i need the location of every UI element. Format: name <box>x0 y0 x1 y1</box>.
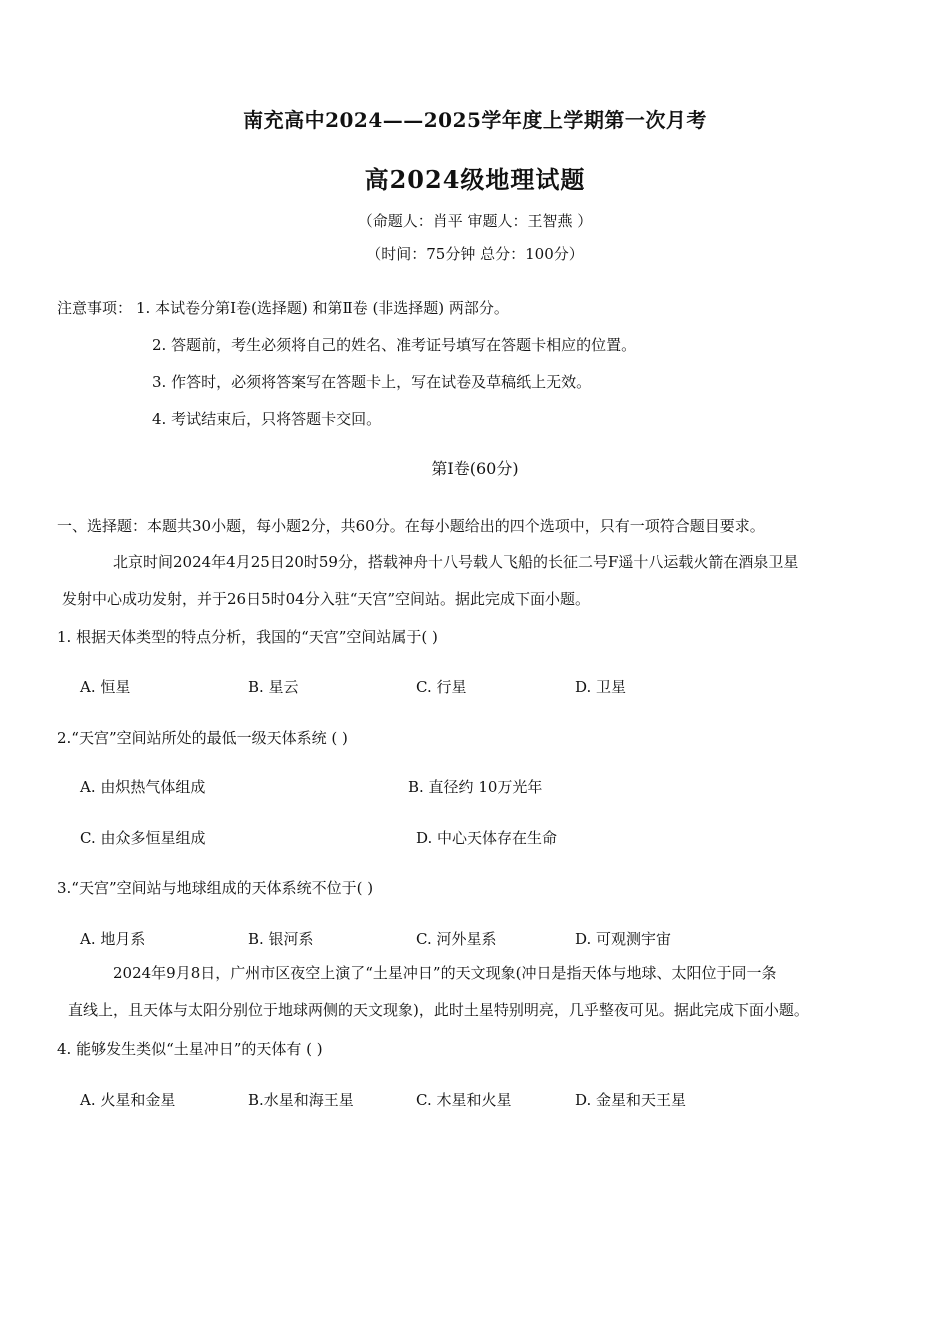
question-stem: 3.“天宫”空间站与地球组成的天体系统不位于( ) <box>57 879 374 897</box>
option-b: B. 直径约 10万光年 <box>408 778 543 796</box>
option-b: B.水星和海王星 <box>248 1091 354 1109</box>
option-c: C. 河外星系 <box>416 930 497 948</box>
option-d: D. 可观测宇宙 <box>575 930 672 948</box>
exam-time-score: （时间：75分钟 总分：100分） <box>366 245 584 263</box>
exam-title: 南充高中2024——2025学年度上学期第一次月考 <box>243 108 707 132</box>
passage-line: 2024年9月8日，广州市区夜空上演了“土星冲日”的天文现象(冲日是指天体与地球、太阳位于同一条 <box>113 964 777 982</box>
question-stem: 1. 根据天体类型的特点分析，我国的“天宫”空间站属于( ) <box>57 628 438 646</box>
passage-line: 发射中心成功发射，并于26日5时04分入驻“天宫”空间站。据此完成下面小题。 <box>62 590 591 608</box>
option-d: D. 中心天体存在生命 <box>416 829 558 847</box>
notice-item: 2. 答题前，考生必须将自己的姓名、准考证号填写在答题卡相应的位置。 <box>152 336 637 354</box>
option-d: D. 卫星 <box>575 678 627 696</box>
option-d: D. 金星和天王星 <box>575 1091 687 1109</box>
notice-label: 注意事项： <box>57 299 133 317</box>
exam-authors: （命题人：肖平 审题人：王智燕 ） <box>357 212 593 230</box>
question-stem: 4. 能够发生类似“土星冲日”的天体有 ( ) <box>57 1040 323 1058</box>
option-c: C. 行星 <box>416 678 467 696</box>
section-intro: 一、选择题：本题共30小题，每小题2分，共60分。在每小题给出的四个选项中，只有一项符合题目要求。 <box>57 517 765 535</box>
option-b: B. 银河系 <box>248 930 314 948</box>
option-c: C. 由众多恒星组成 <box>80 829 206 847</box>
option-b: B. 星云 <box>248 678 299 696</box>
option-a: A. 由炽热气体组成 <box>80 778 206 796</box>
notice-item: 1. 本试卷分第Ⅰ卷(选择题) 和第Ⅱ卷 (非选择题) 两部分。 <box>136 299 509 317</box>
question-stem: 2.“天宫”空间站所处的最低一级天体系统 ( ) <box>57 729 348 747</box>
option-a: A. 火星和金星 <box>80 1091 176 1109</box>
option-a: A. 恒星 <box>80 678 131 696</box>
passage-line: 北京时间2024年4月25日20时59分，搭载神舟十八号载人飞船的长征二号F遥十八运载火箭在酒泉卫星 <box>113 553 799 571</box>
exam-subtitle: 高2024级地理试题 <box>364 165 586 194</box>
option-a: A. 地月系 <box>80 930 146 948</box>
passage-line: 直线上，且天体与太阳分别位于地球两侧的天文现象)，此时土星特别明亮，几乎整夜可见。据此完成下面小题。 <box>68 1001 809 1019</box>
part1-heading: 第Ⅰ卷(60分) <box>431 459 519 478</box>
option-c: C. 木星和火星 <box>416 1091 512 1109</box>
notice-item: 4. 考试结束后，只将答题卡交回。 <box>152 410 382 428</box>
notice-item: 3. 作答时，必须将答案写在答题卡上，写在试卷及草稿纸上无效。 <box>152 373 592 391</box>
